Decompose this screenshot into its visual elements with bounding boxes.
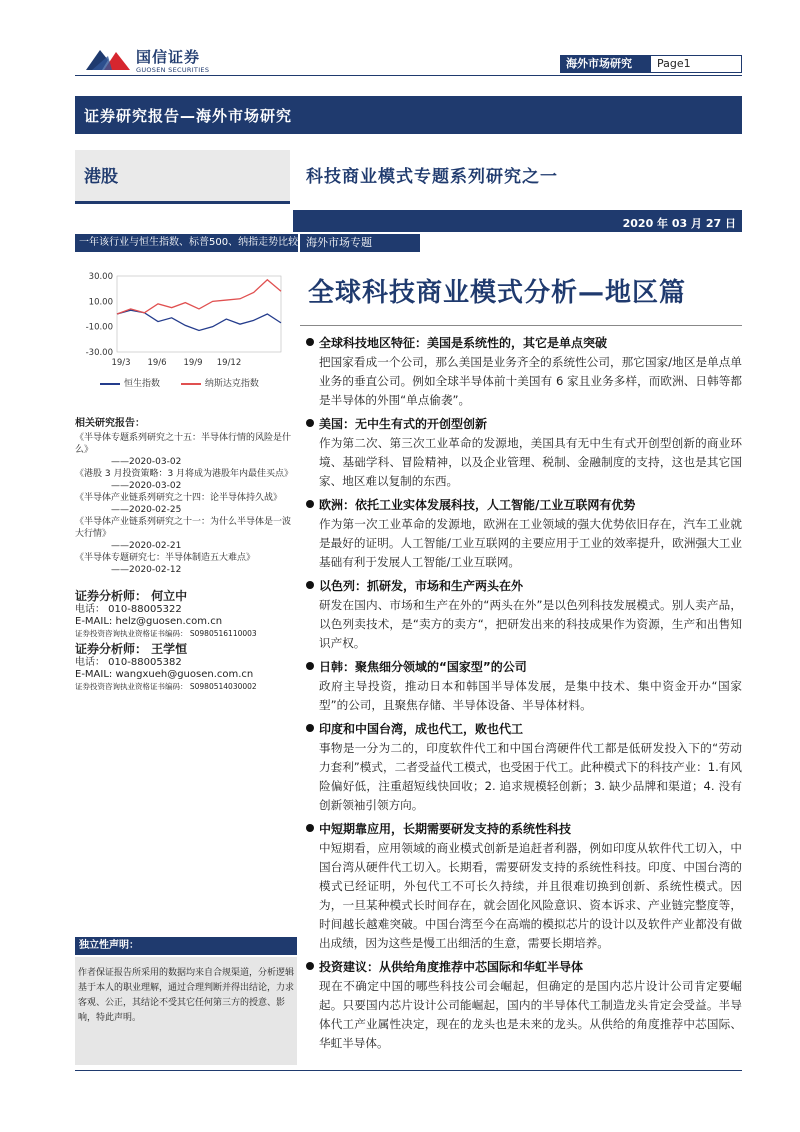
section-body: 事物是一分为二的，印度软件代工和中国台湾硬件代工都是低研发投入下的“劳动力套利”模式，二者受益代工模式，也受困于代工。此种模式下的科技产业：1.有风险偏好低，注重超短线快回收；2. 追求规模轻创新；3. 缺少品牌和渠道；4. 没有创新领袖引领方向。 <box>319 741 742 812</box>
section-heading: 全球科技地区特征：美国是系统性的，其它是单点突破 <box>319 336 608 350</box>
section-body: 作为第二次、第三次工业革命的发源地，美国具有无中生有式开创型创新的商业环境、基础学科、冒险精神，以及企业管理、税制、金融制度的支持，这也是其它国家、地区难以复制的东西。 <box>319 436 742 488</box>
page-number: Page1 <box>650 55 742 73</box>
bullet-icon <box>306 500 314 508</box>
section-heading: 以色列：抓研发，市场和生产两头在外 <box>319 579 524 593</box>
report-type: 证券研究报告—海外市场研究 <box>84 107 293 125</box>
related-report-item[interactable] <box>75 432 297 468</box>
legend-swatch-nasdaq <box>181 383 201 385</box>
summary-section <box>306 333 742 410</box>
legend-item-nasdaq <box>181 376 259 389</box>
series-line-1 <box>117 280 281 314</box>
guosen-logo-icon <box>82 44 134 74</box>
section-body: 把国家看成一个公司，那么美国是业务齐全的系统性公司，那它国家/地区是单点单业务的垂直公司。例如全球半导体前十美国有 6 家且业务多样，而欧洲、日韩等都是半导体的外围“单点偷袭”。 <box>319 355 742 407</box>
logo-name-cn: 国信证券 <box>136 48 201 66</box>
analyst-block <box>75 641 297 692</box>
independence-heading: 独立性声明： <box>75 937 297 955</box>
summary-section <box>306 657 742 715</box>
analyst-name: 证券分析师： 何立中 <box>75 589 188 603</box>
x-tick-label: 19/12 <box>216 358 242 368</box>
bullet-icon <box>306 962 314 970</box>
x-tick-label: 19/9 <box>183 358 203 368</box>
section-body: 作为第一次工业革命的发源地，欧洲在工业领域的强大优势依旧存在，汽车工业就是最好的证明。人工智能/工业互联网的主要应用于工业的效率提升，欧洲强大工业基础有利于发展人工智能/工业互联网。 <box>319 517 742 569</box>
header-category-tag: 海外市场研究 <box>560 55 650 73</box>
section-body: 中短期看，应用领域的商业模式创新是追赶者利器，例如印度从软件代工切入，中国台湾从硬件代工切入。长期看，需要研发支持的系统性科技。印度、中国台湾的模式已经证明，外包代工不可长久持续，并且很难切换到创新、系统性模式。因为，一旦某种模式长时间存在，就会固化风险意识、资本诉求、产业链完整度等，时间越长越难突破。中国台湾至今在高端的模拟芯片的设计以及软件产业都没有做出成绩，因为这些是慢工出细活的生意，需要长期培养。 <box>319 841 742 950</box>
analyst-email[interactable]: E-MAIL: wangxueh@guosen.com.cn <box>75 669 254 680</box>
summary-section <box>306 719 742 815</box>
title-rule <box>300 325 742 326</box>
bullet-icon <box>306 662 314 670</box>
section-heading: 欧洲：依托工业实体发展科技，人工智能/工业互联网有优势 <box>319 498 636 512</box>
analyst-block <box>75 588 297 639</box>
bullet-icon <box>306 724 314 732</box>
y-tick-label: -30.00 <box>85 348 113 358</box>
bullet-icon <box>306 824 314 832</box>
series-line-0 <box>117 310 281 330</box>
analyst-phone: 电话： 010-88005382 <box>75 657 182 668</box>
summary-column <box>306 333 742 1057</box>
analyst-name: 证券分析师： 王学恒 <box>75 642 188 656</box>
section-heading: 印度和中国台湾，成也代工，败也代工 <box>319 722 524 736</box>
related-report-date: ——2020-02-25 <box>111 505 182 515</box>
independence-text: 作者保证报告所采用的数据均来自合规渠道，分析逻辑基于本人的职业理解，通过合理判断并得出结论，力求客观、公正，其结论不受其它任何第三方的授意、影响，特此声明。 <box>78 968 295 1023</box>
y-tick-label: -10.00 <box>85 322 113 333</box>
topic-tag: 海外市场专题 <box>300 234 420 252</box>
bullet-icon <box>306 581 314 589</box>
related-report-date: ——2020-03-02 <box>111 481 182 491</box>
related-report-item[interactable] <box>75 492 297 516</box>
section-heading: 美国：无中生有式的开创型创新 <box>319 417 488 431</box>
chart-caption-tag: 一年该行业与恒生指数、标普500、纳指走势比较 <box>75 234 298 252</box>
related-report-title: 《半导体产业链系列研究之十四：论半导体持久战》 <box>75 493 283 503</box>
report-title: 全球科技商业模式分析—地区篇 <box>308 278 687 308</box>
bullet-icon <box>306 419 314 427</box>
related-report-item[interactable] <box>75 468 297 492</box>
x-tick-label: 19/6 <box>147 358 167 368</box>
analyst-cert: 证券投资咨询执业资格证书编码： S0980514030002 <box>75 682 257 691</box>
related-report-date: ——2020-02-12 <box>111 565 182 575</box>
related-report-item[interactable] <box>75 516 297 552</box>
related-reports-heading: 相关研究报告： <box>75 418 145 429</box>
legend-label-nasdaq: 纳斯达克指数 <box>204 379 259 389</box>
section-body: 政府主导投资，推动日本和韩国半导体发展，是集中技术、集中资金开办“国家型”的公司，且聚焦存储、半导体设备、半导体材料。 <box>319 679 742 712</box>
section-heading: 中短期靠应用，长期需要研发支持的系统性科技 <box>319 822 572 836</box>
related-report-date: ——2020-03-02 <box>111 457 182 467</box>
x-tick-label: 19/3 <box>111 358 131 368</box>
header-rule <box>75 75 742 76</box>
summary-section <box>306 957 742 1053</box>
analyst-cert: 证券投资咨询执业资格证书编码： S0980516110003 <box>75 629 257 638</box>
related-report-item[interactable] <box>75 552 297 576</box>
related-report-title: 《港股 3 月投资策略：3 月将成为港股年内最佳买点》 <box>75 469 294 479</box>
report-date: 2020 年 03 月 27 日 <box>622 217 736 230</box>
section-body: 研发在国内、市场和生产在外的“两头在外”是以色列科技发展模式。别人卖产品，以色列卖技术，是“卖方的卖方“，把研发出来的科技成果作为资源，生产和出售知识产权。 <box>319 598 742 650</box>
analyst-phone: 电话： 010-88005322 <box>75 604 182 615</box>
logo-name-en: GUOSEN SECURITIES <box>136 66 210 74</box>
section-heading: 日韩：聚焦细分领域的“国家型”的公司 <box>319 660 527 674</box>
left-column <box>75 418 297 692</box>
legend-label-hsi: 恒生指数 <box>124 379 161 389</box>
related-report-title: 《半导体专题研究七：半导体制造五大难点》 <box>75 553 256 563</box>
section-body: 现在不确定中国的哪些科技公司会崛起，但确定的是国内芯片设计公司肯定要崛起。只要国内芯片设计公司能崛起，国内的半导体代工制造龙头肯定会受益。半导体代工产业属性决定，现在的龙头也是未来的龙头。从供给的角度推荐中芯国际、华虹半导体。 <box>319 979 742 1050</box>
related-report-title: 《半导体产业链系列研究之十一：为什么半导体是一波大行情》 <box>75 517 292 539</box>
footer-rule <box>75 1070 742 1071</box>
index-comparison-chart <box>75 262 297 394</box>
sector-label: 港股 <box>84 167 118 187</box>
chart-legend <box>100 376 277 389</box>
related-report-title: 《半导体专题系列研究之十五：半导体行情的风险是什么》 <box>75 433 292 455</box>
bullet-icon <box>306 338 314 346</box>
analyst-email[interactable]: E-MAIL: helz@guosen.com.cn <box>75 616 223 627</box>
legend-item-hsi <box>100 376 160 389</box>
plot-area <box>117 276 281 352</box>
summary-section <box>306 495 742 572</box>
summary-section <box>306 819 742 953</box>
summary-section <box>306 576 742 653</box>
summary-section <box>306 414 742 491</box>
legend-swatch-hsi <box>100 383 120 385</box>
related-report-date: ——2020-02-21 <box>111 541 182 551</box>
y-tick-label: 10.00 <box>88 297 113 308</box>
series-title: 科技商业模式专题系列研究之一 <box>306 167 558 187</box>
section-heading: 投资建议：从供给角度推荐中芯国际和华虹半导体 <box>319 960 584 974</box>
y-tick-label: 30.00 <box>88 272 113 282</box>
